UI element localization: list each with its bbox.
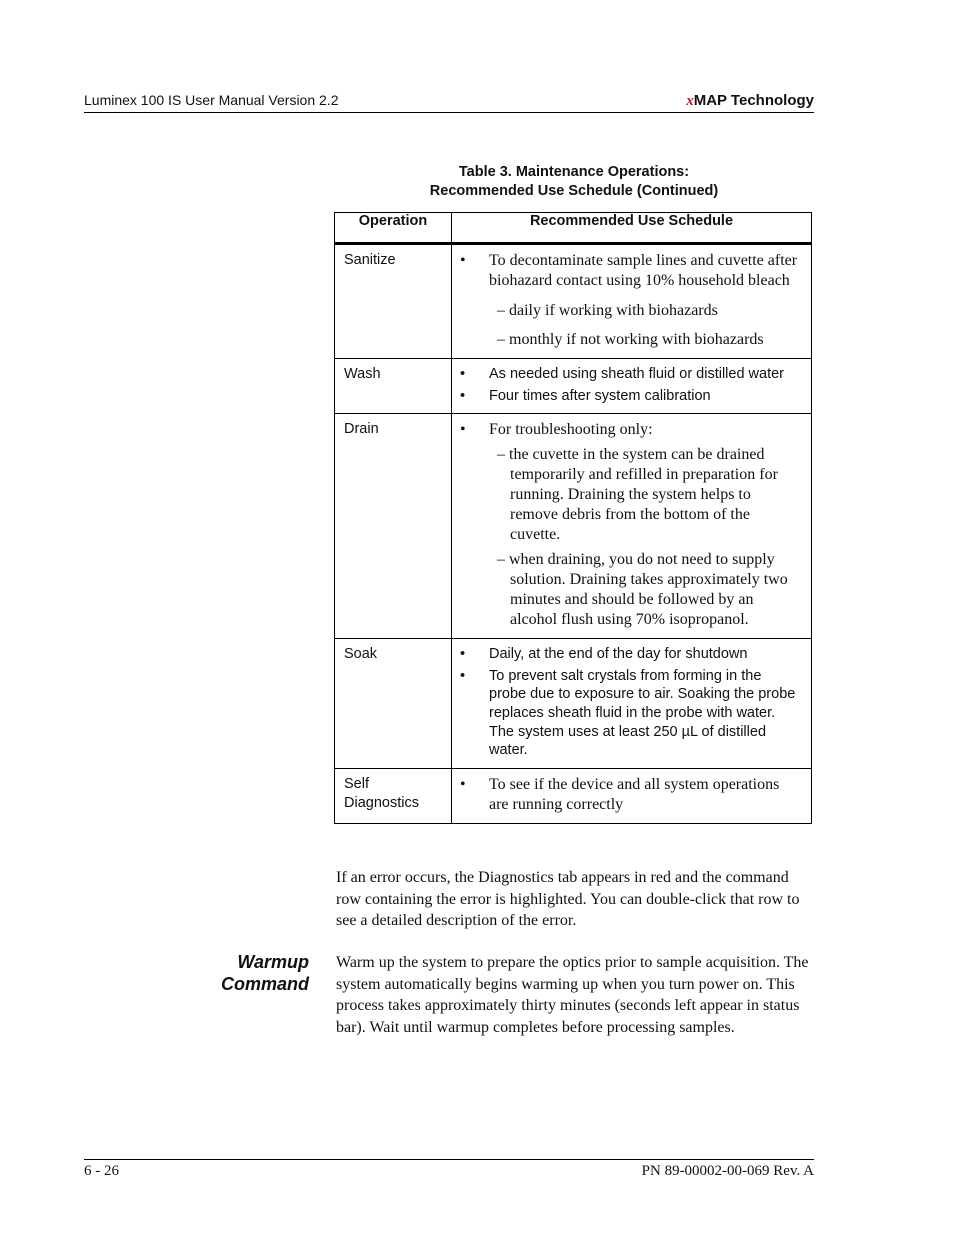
bullet-text: Daily, at the end of the day for shutdown — [489, 646, 748, 663]
bullet-item — [460, 775, 801, 815]
brand-x: x — [686, 93, 694, 109]
bullet-item — [460, 365, 801, 384]
bullet-text: To prevent salt crystals from forming in the probe due to exposure to air. Soaking the probe replaces sheath fluid in the probe with water. The system uses at least 250 µL of distilled water. — [489, 667, 796, 759]
operation-cell — [335, 768, 452, 823]
heading-line-1: Warmup — [237, 952, 309, 972]
bullet-item — [460, 387, 801, 406]
schedule-cell — [452, 768, 812, 823]
bullet-text: To see if the device and all system operations are running correctly — [489, 775, 780, 813]
sub-item: – monthly if not working with biohazards — [497, 331, 764, 348]
bullet-dot: • — [460, 667, 466, 684]
schedule-cell — [452, 414, 812, 639]
heading-line-2: Command — [220, 974, 309, 994]
bullet-item — [460, 645, 801, 664]
schedule-cell — [452, 244, 812, 359]
bullet-item — [460, 251, 801, 291]
sub-item: – when draining, you do not need to supply solution. Draining takes approximately two minutes and should be followed by an alcohol flush using 70% isopropanol. — [497, 551, 788, 629]
bullet-text: For troubleshooting only: — [489, 421, 653, 439]
bullet-dot: • — [460, 252, 466, 269]
bullet-dot: • — [460, 646, 466, 663]
schedule-cell — [452, 359, 812, 414]
bullet-dot: • — [460, 775, 466, 793]
running-header-title: Luminex 100 IS User Manual Version 2.2 — [84, 92, 339, 108]
part-number: PN 89-00002-00-069 Rev. A — [641, 1163, 814, 1179]
running-header-brand — [686, 92, 814, 110]
operation-cell: Wash — [335, 359, 452, 414]
error-paragraph: If an error occurs, the Diagnostics tab appears in red and the command row containing the error is highlighted. You can double-click that row to see a detailed description of the error. — [336, 869, 800, 930]
table-row-drain — [335, 414, 812, 639]
table-row-self-diagnostics — [335, 768, 812, 823]
table-header-row — [335, 213, 812, 244]
operation-line: Diagnostics — [344, 794, 419, 811]
table-caption — [334, 163, 814, 201]
caption-line-2: Recommended Use Schedule (Continued) — [429, 183, 719, 199]
table-row-sanitize — [335, 244, 812, 359]
schedule-cell — [452, 639, 812, 769]
bullet-item — [460, 667, 801, 760]
bullet-dot: • — [460, 366, 466, 382]
bullet-text: To decontaminate sample lines and cuvette after biohazard contact using 10% household bleach — [489, 252, 798, 289]
operation-cell: Sanitize — [335, 244, 452, 359]
maintenance-table — [334, 212, 812, 824]
header-rule — [84, 112, 814, 113]
bullet-dot: • — [460, 421, 466, 439]
column-header-operation: Operation — [335, 213, 452, 244]
table-row-wash — [335, 359, 812, 414]
sub-item: – daily if working with biohazards — [497, 302, 718, 319]
brand-rest: MAP Technology — [693, 92, 814, 109]
warmup-paragraph: Warm up the system to prepare the optics prior to sample acquisition. The system automatically begins warming up when you turn power on. This process takes approximately thirty minutes (seconds left appear in status bar). Wait until warmup completes before processing samples. — [336, 954, 809, 1037]
operation-line: Self — [344, 775, 369, 792]
section-heading — [200, 951, 309, 995]
table-row-soak — [335, 639, 812, 769]
sub-item: – the cuvette in the system can be drained temporarily and refilled in preparation for running. Draining the system helps to remove debris from the bottom of the cuvette. — [497, 446, 778, 544]
column-header-schedule: Recommended Use Schedule — [452, 213, 812, 244]
caption-line-1: Table 3. Maintenance Operations: — [458, 164, 690, 180]
bullet-dot: • — [460, 387, 466, 404]
operation-cell: Drain — [335, 414, 452, 639]
bullet-item — [460, 420, 801, 440]
bullet-text: As needed using sheath fluid or distilled water — [489, 366, 785, 382]
footer-rule — [84, 1159, 814, 1160]
bullet-text: Four times after system calibration — [489, 387, 711, 404]
operation-cell: Soak — [335, 639, 452, 769]
page-number: 6 - 26 — [84, 1163, 119, 1179]
